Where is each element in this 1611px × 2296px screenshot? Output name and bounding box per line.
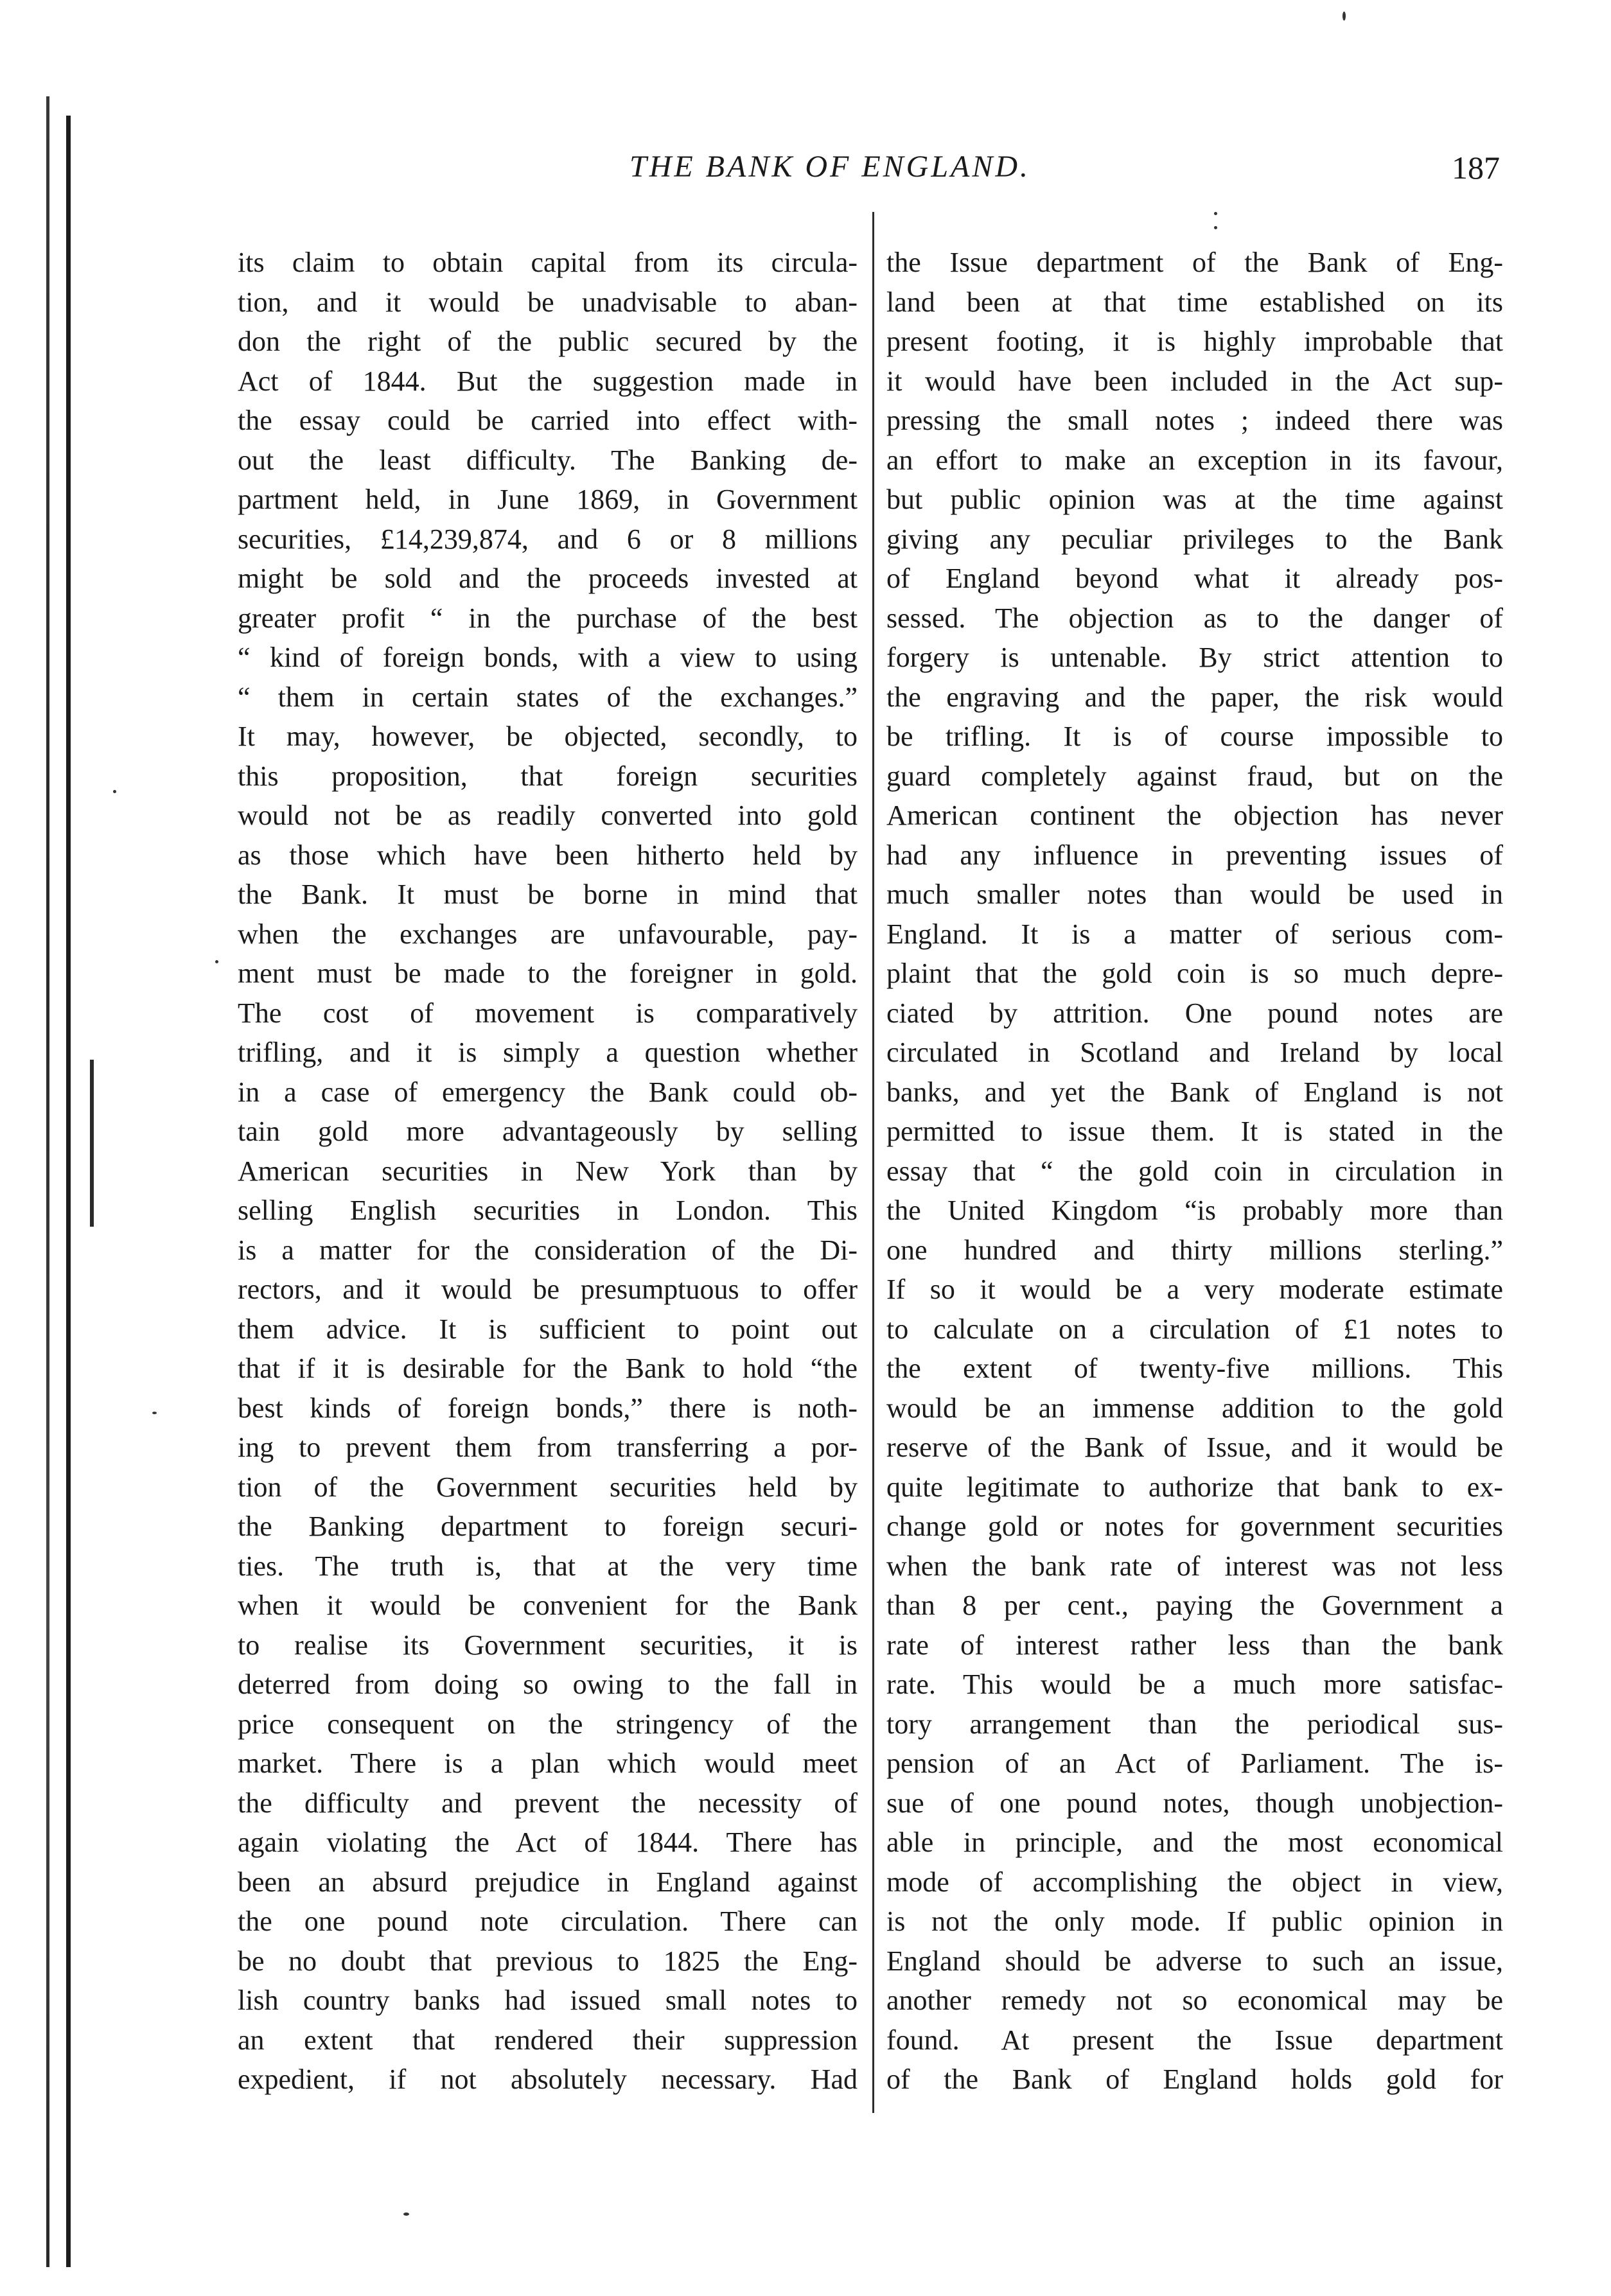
text-line: this proposition, that foreign securities <box>238 760 858 792</box>
text-line: but public opinion was at the time against <box>886 484 1503 515</box>
text-line: able in principle, and the most economical <box>886 1827 1503 1858</box>
text-line: the essay could be carried into effect with- <box>238 405 858 436</box>
text-line: ment must be made to the foreigner in gold. <box>238 958 858 989</box>
text-line: had any influence in preventing issues of <box>886 839 1503 871</box>
text-line: the United Kingdom “is probably more than <box>886 1195 1503 1226</box>
text-line: reserve of the Bank of Issue, and it would be <box>886 1432 1503 1463</box>
text-line: partment held, in June 1869, in Government <box>238 484 858 515</box>
text-line: American continent the objection has never <box>886 800 1503 831</box>
right-column <box>886 243 1503 2099</box>
text-line: to calculate on a circulation of £1 notes to <box>886 1313 1503 1345</box>
text-line: greater profit “ in the purchase of the best <box>238 602 858 634</box>
text-line: to realise its Government securities, it is <box>238 1629 858 1661</box>
scan-speck <box>215 960 218 963</box>
text-line: permitted to issue them. It is stated in the <box>886 1116 1503 1147</box>
text-line: the extent of twenty-five millions. This <box>886 1353 1503 1384</box>
text-line: tory arrangement than the periodical sus- <box>886 1708 1503 1740</box>
text-line: as those which have been hitherto held by <box>238 839 858 871</box>
text-line: rate of interest rather less than the bank <box>886 1629 1503 1661</box>
binding-shadow <box>66 116 71 2267</box>
page-number: 187 <box>1452 150 1500 186</box>
scan-speck <box>1214 226 1217 229</box>
text-line: would not be as readily converted into gold <box>238 800 858 831</box>
scan-speck <box>1342 12 1346 21</box>
text-line: pension of an Act of Parliament. The is- <box>886 1748 1503 1779</box>
text-line: Act of 1844. But the suggestion made in <box>238 365 858 397</box>
text-line: sessed. The objection as to the danger of <box>886 602 1503 634</box>
text-line: its claim to obtain capital from its circula- <box>238 247 858 278</box>
text-line: price consequent on the stringency of the <box>238 1708 858 1740</box>
text-line: essay that “ the gold coin in circulation in <box>886 1155 1503 1187</box>
scan-speck <box>1214 212 1217 215</box>
scan-speck <box>152 1412 157 1414</box>
text-line: guard completely against fraud, but on the <box>886 760 1503 792</box>
text-line: The cost of movement is comparatively <box>238 997 858 1029</box>
text-line: the one pound note circulation. There can <box>238 1906 858 1937</box>
text-line: that if it is desirable for the Bank to hold “the <box>238 1353 858 1384</box>
text-line: banks, and yet the Bank of England is not <box>886 1076 1503 1108</box>
text-line: is not the only mode. If public opinion in <box>886 1906 1503 1937</box>
scan-speck <box>113 790 116 793</box>
text-line: best kinds of foreign bonds,” there is noth- <box>238 1392 858 1424</box>
text-line: It may, however, be objected, secondly, to <box>238 721 858 752</box>
text-line: another remedy not so economical may be <box>886 1985 1503 2016</box>
text-line: don the right of the public secured by the <box>238 326 858 357</box>
text-line: “ kind of foreign bonds, with a view to using <box>238 642 858 673</box>
text-line: tion, and it would be unadvisable to aban- <box>238 286 858 318</box>
page-header <box>238 143 1500 194</box>
text-line: “ them in certain states of the exchanges.” <box>238 681 858 713</box>
text-line: much smaller notes than would be used in <box>886 879 1503 910</box>
text-line: might be sold and the proceeds invested at <box>238 563 858 594</box>
text-line: again violating the Act of 1844. There has <box>238 1827 858 1858</box>
text-line: when the bank rate of interest was not less <box>886 1550 1503 1582</box>
binding-shadow <box>46 96 49 2267</box>
text-line: tion of the Government securities held by <box>238 1471 858 1503</box>
text-line: England. It is a matter of serious com- <box>886 918 1503 950</box>
text-line: tain gold more advantageously by selling <box>238 1116 858 1147</box>
text-line: pressing the small notes ; indeed there was <box>886 405 1503 436</box>
text-line: been an absurd prejudice in England against <box>238 1866 858 1898</box>
text-line: is a matter for the consideration of the Di- <box>238 1234 858 1266</box>
running-head: THE BANK OF ENGLAND. <box>629 150 1031 184</box>
text-line: quite legitimate to authorize that bank to ex- <box>886 1471 1503 1503</box>
text-line: present footing, it is highly improbable that <box>886 326 1503 357</box>
text-line: lish country banks had issued small notes to <box>238 1985 858 2016</box>
text-line: them advice. It is sufficient to point out <box>238 1313 858 1345</box>
text-line: land been at that time established on its <box>886 286 1503 318</box>
binding-shadow <box>90 1060 94 1227</box>
scan-speck <box>403 2213 409 2216</box>
text-line: one hundred and thirty millions sterling.” <box>886 1234 1503 1266</box>
text-line: rate. This would be a much more satisfac- <box>886 1669 1503 1700</box>
text-line: the Banking department to foreign securi- <box>238 1511 858 1542</box>
text-line: change gold or notes for government securities <box>886 1511 1503 1542</box>
text-line: England should be adverse to such an issue, <box>886 1945 1503 1977</box>
left-column <box>238 243 858 2099</box>
text-line: mode of accomplishing the object in view, <box>886 1866 1503 1898</box>
text-line: giving any peculiar privileges to the Bank <box>886 523 1503 555</box>
text-line: ing to prevent them from transferring a por- <box>238 1432 858 1463</box>
text-line: when it would be convenient for the Bank <box>238 1590 858 1621</box>
text-line: the engraving and the paper, the risk would <box>886 681 1503 713</box>
text-line: be no doubt that previous to 1825 the Eng- <box>238 1945 858 1977</box>
text-line: the Issue department of the Bank of Eng- <box>886 247 1503 278</box>
text-line: American securities in New York than by <box>238 1155 858 1187</box>
text-line: securities, £14,239,874, and 6 or 8 millions <box>238 523 858 555</box>
text-line: than 8 per cent., paying the Government a <box>886 1590 1503 1621</box>
text-line: out the least difficulty. The Banking de- <box>238 444 858 476</box>
text-line: trifling, and it is simply a question whether <box>238 1037 858 1068</box>
text-line: market. There is a plan which would meet <box>238 1748 858 1779</box>
text-line: would be an immense addition to the gold <box>886 1392 1503 1424</box>
text-line: deterred from doing so owing to the fall in <box>238 1669 858 1700</box>
text-line: expedient, if not absolutely necessary. Had <box>238 2064 858 2095</box>
text-line: found. At present the Issue department <box>886 2024 1503 2056</box>
text-line: of England beyond what it already pos- <box>886 563 1503 594</box>
text-line: in a case of emergency the Bank could ob- <box>238 1076 858 1108</box>
text-line: of the Bank of England holds gold for <box>886 2064 1503 2095</box>
text-line: If so it would be a very moderate estimate <box>886 1274 1503 1305</box>
text-line: rectors, and it would be presumptuous to offer <box>238 1274 858 1305</box>
text-line: ties. The truth is, that at the very time <box>238 1550 858 1582</box>
text-line: circulated in Scotland and Ireland by local <box>886 1037 1503 1068</box>
text-line: the Bank. It must be borne in mind that <box>238 879 858 910</box>
text-line: ciated by attrition. One pound notes are <box>886 997 1503 1029</box>
text-line: it would have been included in the Act sup- <box>886 365 1503 397</box>
text-line: the difficulty and prevent the necessity of <box>238 1787 858 1819</box>
text-line: be trifling. It is of course impossible to <box>886 721 1503 752</box>
text-line: when the exchanges are unfavourable, pay- <box>238 918 858 950</box>
text-line: selling English securities in London. This <box>238 1195 858 1226</box>
column-divider <box>872 212 874 2113</box>
text-line: sue of one pound notes, though unobjection- <box>886 1787 1503 1819</box>
text-line: forgery is untenable. By strict attention to <box>886 642 1503 673</box>
text-line: an effort to make an exception in its favour, <box>886 444 1503 476</box>
text-line: an extent that rendered their suppression <box>238 2024 858 2056</box>
text-line: plaint that the gold coin is so much depre- <box>886 958 1503 989</box>
